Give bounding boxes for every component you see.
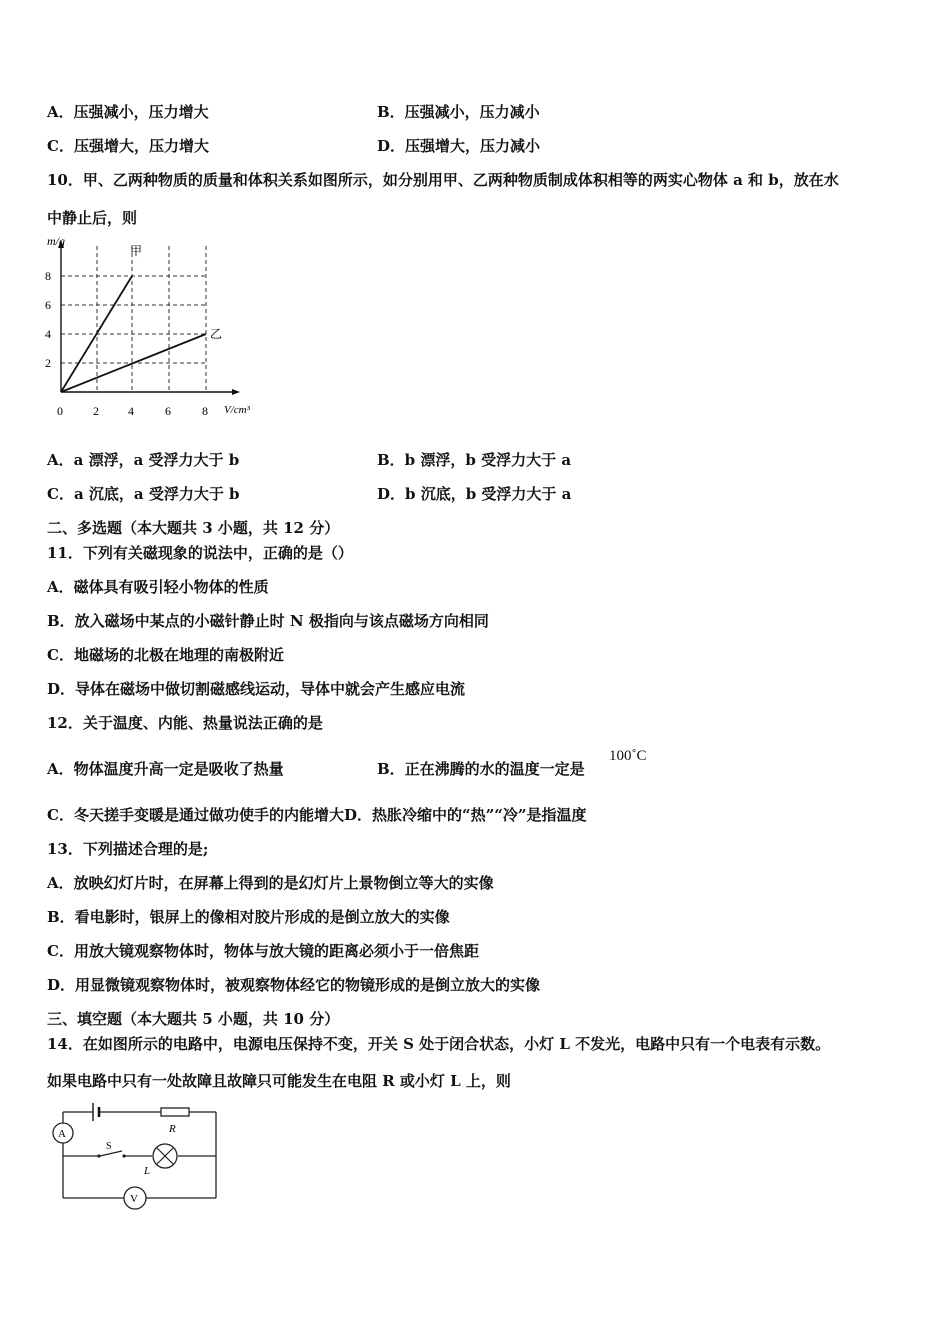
y-tick-6: 6 (45, 298, 51, 312)
y-tick-2: 2 (45, 356, 51, 370)
q9-option-c: C．压强增大，压力增大 (47, 137, 209, 155)
q11-option-d: D．导体在磁场中做切割磁感线运动，导体中就会产生感应电流 (47, 680, 466, 698)
ammeter-label: A (58, 1128, 66, 1140)
y-tick-4: 4 (45, 327, 51, 341)
q10-option-b: B．b 漂浮，b 受浮力大于 a (377, 451, 572, 469)
series-yi-label: 乙 (210, 327, 223, 341)
q13-stem: 13．下列描述合理的是; (47, 840, 209, 858)
section2-title: 二、多选题（本大题共 3 小题，共 12 分） (47, 519, 340, 537)
q12-option-b-temperature: 100˚C (609, 748, 647, 764)
x-tick-0: 0 (57, 404, 63, 418)
q12-option-cd: C．冬天搓手变暖是通过做功使手的内能增大D．热胀冷缩中的“热”“冷”是指温度 (47, 806, 587, 824)
x-axis-arrow (232, 389, 240, 395)
switch-label: S (106, 1141, 112, 1152)
circuit-diagram (44, 1100, 224, 1214)
voltmeter-label: V (130, 1193, 138, 1205)
x-tick-8: 8 (202, 404, 208, 418)
lamp-label: L (144, 1165, 151, 1177)
q9-option-d: D．压强增大，压力减小 (377, 137, 541, 155)
q11-stem: 11．下列有关磁现象的说法中，正确的是（） (47, 544, 353, 562)
q13-option-c: C．用放大镜观察物体时，物体与放大镜的距离必须小于一倍焦距 (47, 942, 479, 960)
q11-option-b: B．放入磁场中某点的小磁针静止时 N 极指向与该点磁场方向相同 (47, 612, 489, 630)
q13-option-a: A．放映幻灯片时，在屏幕上得到的是幻灯片上景物倒立等大的实像 (47, 874, 494, 892)
q10-option-d: D．b 沉底，b 受浮力大于 a (377, 485, 572, 503)
section3-title: 三、填空题（本大题共 5 小题，共 10 分） (47, 1010, 340, 1028)
q14-line1: 14．在如图所示的电路中，电源电压保持不变，开关 S 处于闭合状态，小灯 L 不发光，电路中只有一个电表有示数。 (47, 1035, 831, 1053)
y-axis-label: m/g (47, 234, 65, 248)
q10-stem-line2: 中静止后，则 (47, 209, 138, 227)
resistor (161, 1108, 189, 1116)
q13-option-b: B．看电影时，银屏上的像相对胶片形成的是倒立放大的实像 (47, 908, 450, 926)
resistor-label: R (169, 1123, 176, 1135)
q9-option-b: B．压强减小，压力减小 (377, 103, 540, 121)
q10-option-c: C．a 沉底，a 受浮力大于 b (47, 485, 240, 503)
x-tick-2: 2 (93, 404, 99, 418)
q10-option-a: A．a 漂浮，a 受浮力大于 b (47, 451, 240, 469)
mass-volume-graph (38, 232, 268, 424)
y-tick-8: 8 (45, 269, 51, 283)
q11-option-a: A．磁体具有吸引轻小物体的性质 (47, 578, 269, 596)
q12-option-b: B．正在沸腾的水的温度一定是 (377, 760, 585, 778)
q11-option-c: C．地磁场的北极在地理的南极附近 (47, 646, 284, 664)
q12-stem: 12．关于温度、内能、热量说法正确的是 (47, 714, 323, 732)
x-tick-6: 6 (165, 404, 171, 418)
q9-option-a: A．压强减小，压力增大 (47, 103, 209, 121)
x-tick-4: 4 (128, 404, 134, 418)
q10-stem-line1: 10．甲、乙两种物质的质量和体积关系如图所示，如分别用甲、乙两种物质制成体积相等的两实心物体 a 和 b，放在水 (47, 171, 839, 189)
x-axis-label: V/cm³ (224, 404, 250, 416)
q12-option-a: A．物体温度升高一定是吸收了热量 (47, 760, 284, 778)
q14-line2: 如果电路中只有一处故障且故障只可能发生在电阻 R 或小灯 L 上，则 (47, 1072, 511, 1090)
series-jia-label: 甲 (130, 244, 143, 258)
q13-option-d: D．用显微镜观察物体时，被观察物体经它的物镜形成的是倒立放大的实像 (47, 976, 541, 994)
